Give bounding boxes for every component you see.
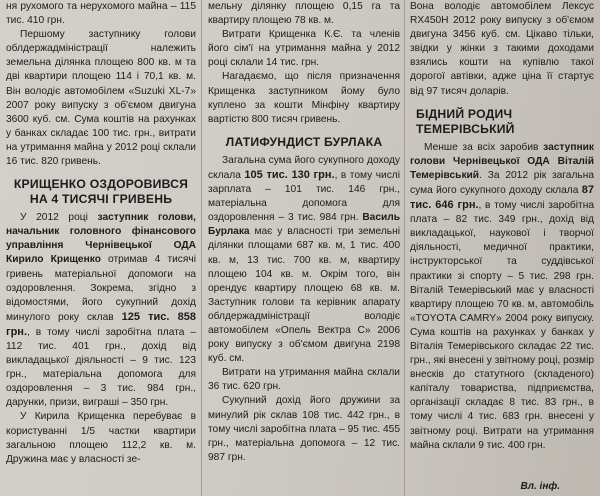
paragraph: У Кирила Крищенка перебуває в користуванні 1/5 частки квартири загальною площею 112,2 кв. м. Дружина має у власності зе- [6, 411, 196, 465]
column-divider [201, 0, 202, 496]
paragraph: Витрати Крищенка К.Є. та членів його сім'ї на утримання майна у 2012 році склали 14 тис. грн. [208, 29, 400, 69]
article-heading-temerivskyi: БІДНИЙ РОДИЧ ТЕМЕРІВСЬКИЙ [416, 106, 515, 136]
paragraph: Сукупний дохід його дружини за минулий рік склав 108 тис. 442 грн., в тому числі заробітна плата – 95 тис. 455 грн., матеріальна допомога – 12 тис. 987 грн. [208, 395, 400, 463]
paragraph: Загальна сума його сукупного доходу склала 105 тис. 130 грн., в тому числі зарплата – 101 тис. 146 грн., матеріальна допомога для оздоровлення – 3 тис. 984 грн. Василь Бурлака має у власності три земельні ділянки площами 687 кв. м, 1 тис. 400 кв. м, 13 тис. 700 кв. м, квартиру площею 104 кв. м. Окрім того, він орендує квартиру площею 68 кв. м. Заступник голови та керівник апарату облдержадміністрації володіє автомобілем «Опель Вектра С» 2006 року випуску з об'ємом двигуна 2198 куб. см. [208, 154, 401, 365]
column-3 [410, 0, 594, 453]
paragraph: Першому заступнику голови облдержадміністрації належить земельна ділянка площею 800 кв. м та дві квартири площею 114 і 70,1 кв. м. Він володіє автомобілем «Suzuki XL-7» 2007 року випуску з об'ємом двигуна 3600 куб. см. Сума коштів на рахунках у банках складає 100 тис. грн., витрати на утримання майна у 2012 році склали 16 тис. 820 гривень. [6, 29, 196, 168]
article-heading-kryshchenko: КРИЩЕНКО ОЗДОРОВИВСЯ НА 4 ТИСЯЧІ ГРИВЕНЬ [13, 177, 189, 207]
paragraph: мельну ділянку площею 0,15 га та квартиру площею 78 кв. м. [208, 1, 400, 27]
article-heading-burlaka: ЛАТИФУНДИСТ БУРЛАКА [225, 134, 383, 149]
paragraph: Нагадаємо, що після призначення Крищенка заступником йому було куплено за кошти Мінфіну квартиру вартістю 800 тисяч гривень. [208, 71, 400, 125]
column-2 [208, 0, 400, 465]
paragraph: Вона володіє автомобілем Лексус RX450H 2012 року випуску з об'ємом двигуна 3456 куб. см. Цікаво тільки, звідки у жінки з такими доходами взялись кошти на купівлю такої дорогої автівки, адже ціна її стартує від 97 тисяч доларів. [410, 1, 594, 97]
paragraph: У 2012 році заступник голови, начальник головного фінансового управління Чернівецької ОДА Кирило Крищенко отримав 4 тисячі гривень матеріальної допомоги на оздоровлення. Зокрема, згідно з відомостями, його сукупний дохід минулого року склав 125 тис. 858 грн., в тому числі заробітна плата – 112 тис. 401 грн., дохід від викладацької діяльності – 9 тис. 123 грн., матеріальна допомога для оздоровлення – 3 тис. 984 грн., дарунки, призи, виграші – 350 грн. [6, 212, 196, 409]
paragraph: Витрати на утримання майна склали 36 тис. 620 грн. [208, 367, 400, 393]
column-1 [6, 0, 196, 467]
author-signature: Вл. інф. [520, 481, 560, 492]
paragraph: ня рухомого та нерухомого майна – 115 тис. 410 грн. [6, 1, 196, 27]
paragraph: Менше за всіх заробив заступник голови Чернівецької ОДА Віталій Темерівський. За 2012 рік загальна сума його сукупного доходу склала 87 тис. 646 грн., в тому числі заробітна плата – 82 тис. 349 грн., дохід від викладацької, наукової і творчої діяльності, медичної практики, інструкторської та суддівської практики зі спорту – 5 тис. 298 грн. Віталій Темерівський має у власності квартиру площею 70 кв. м, автомобіль «TOYOTA CAMRY» 2004 року випуску. Сума коштів на рахунках у банках у Віталія Темерівського складає 22 тис. грн., які внесені у звітному році, розмір внесків до статутного (складеного) капіталу товариства, підприємства, організації складає 8 тис. 83 грн., в тому числі 4 тис. 683 грн. внесені у звітному році. Витрати на утримання майна склали 9 тис. 400 грн. [410, 141, 594, 451]
column-divider [404, 0, 405, 496]
